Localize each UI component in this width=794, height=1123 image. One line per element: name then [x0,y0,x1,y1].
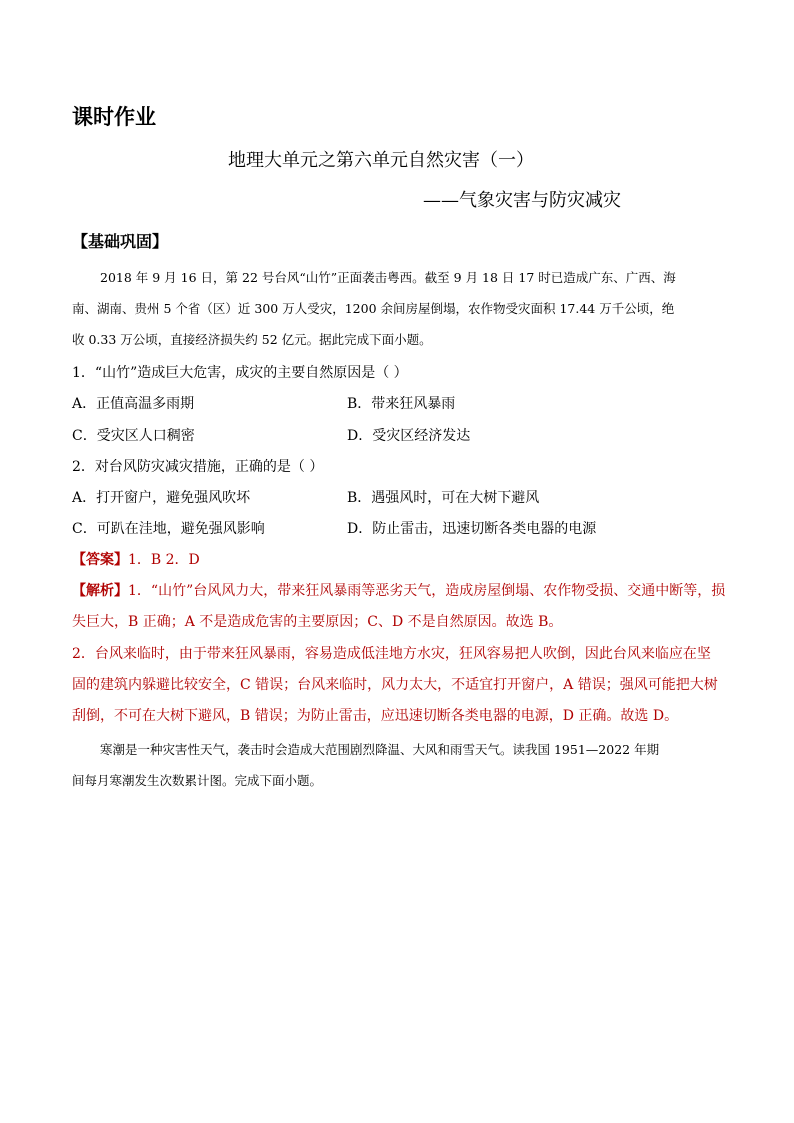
material-line-2: 南、湖南、贵州 5 个省（区）近 300 万人受灾，1200 余间房屋倒塌，农作物受灾面积 17.44 万千公顷，绝 [72,301,675,316]
question-2-option-c: C．可趴在洼地，避免强风影响 [72,521,265,537]
answer-label: 【答案】 [72,552,128,568]
analysis-text-1: 1．“山竹”台风风力大，带来狂风暴雨等恶劣天气，造成房屋倒塌、农作物受损、交通中断等，损 [128,583,726,599]
question-1-option-b: B．带来狂风暴雨 [347,396,456,412]
answer-line [72,549,200,569]
section-label: 【基础巩固】 [72,232,169,251]
material-line-3: 收 0.33 万公顷，直接经济损失约 52 亿元。据此完成下面小题。 [72,332,432,347]
unit-subtitle: ——气象灾害与防灾减灾 [423,190,621,211]
material2-line-2: 间每月寒潮发生次数累计图。完成下面小题。 [72,773,323,788]
question-2-option-b: B．遇强风时，可在大树下避风 [347,490,540,506]
material-line-1: 2018 年 9 月 16 日，第 22 号台风“山竹”正面袭击粤西。截至 9 月 18 日 17 时已造成广东、广西、海 [100,270,676,285]
analysis-line-1 [72,580,725,600]
unit-title: 地理大单元之第六单元自然灾害（一） [228,150,534,171]
question-2-stem: 2．对台风防灾减灾措施，正确的是（ ） [72,459,324,475]
question-1-option-a: A．正值高温多雨期 [72,396,195,412]
question-1-option-d: D．受灾区经济发达 [347,428,471,444]
analysis-line-2: 失巨大，B 正确；A 不是造成危害的主要原因；C、D 不是自然原因。故选 B。 [72,614,563,630]
question-1-stem: 1．“山竹”造成巨大危害，成灾的主要自然原因是（ ） [72,365,408,381]
analysis-line-4: 固的建筑内躲避比较安全，C 错误；台风来临时，风力太大，不适宜打开窗户，A 错误；强风可能把大树 [72,677,718,693]
question-2-option-d: D．防止雷击，迅速切断各类电器的电源 [347,521,597,537]
material2-line-1: 寒潮是一种灾害性天气，袭击时会造成大范围剧烈降温、大风和雨雪天气。读我国 1951—2022 年期 [100,742,660,757]
analysis-line-3: 2．台风来临时，由于带来狂风暴雨，容易造成低洼地方水灾，狂风容易把人吹倒，因此台风来临应在坚 [72,646,711,662]
analysis-line-5: 刮倒，不可在大树下避风，B 错误；为防止雷击，应迅速切断各类电器的电源，D 正确。故选 D。 [72,708,679,724]
question-1-option-c: C．受灾区人口稠密 [72,428,195,444]
question-2-option-a: A．打开窗户，避免强风吹坏 [72,490,251,506]
page-heading: 课时作业 [72,105,156,129]
answer-text: 1．B 2．D [128,552,200,568]
analysis-label: 【解析】 [72,583,128,599]
